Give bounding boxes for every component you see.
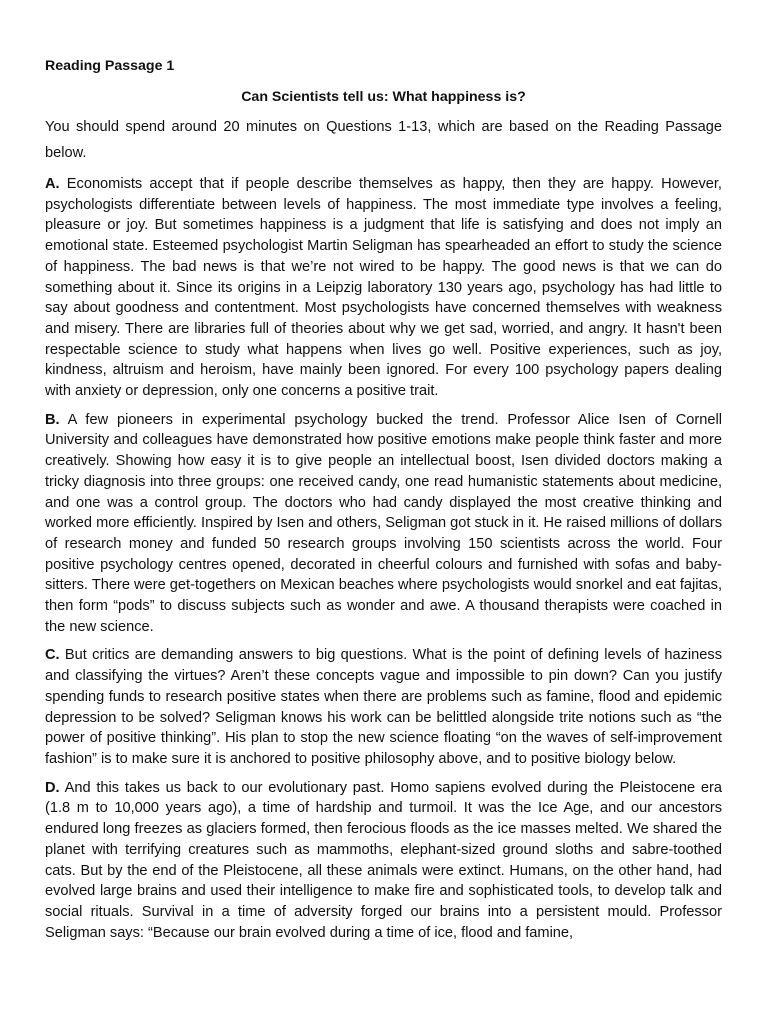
paragraph-letter: A. bbox=[45, 176, 60, 192]
paragraph-text: A few pioneers in experimental psychology bucked the trend. Professor Alice Isen of Cornell University and colleagues have demonstrated how positive emotions make people think faster and more creatively. Showing how easy it is to give people an intellectual boost, Isen divided doctors making a tricky diagnosis into three groups: one received candy, one read humanistic statements about medicine, and one was a control group. The doctors who had candy displayed the most creative thinking and worked more efficiently. Inspired by Isen and others, Seligman got stuck in it. He raised millions of dollars of research money and funded 50 research groups involving 150 scientists across the world. Four positive psychology centres opened, decorated in cheerful colours and furnished with sofas and baby-sitters. There were get-togethers on Mexican beaches where psychologists would snorkel and eat fajitas, then form “pods” to discuss subjects such as wonder and awe. A thousand therapists were coached in the new science. bbox=[45, 411, 723, 635]
paragraph-b bbox=[45, 410, 722, 638]
paragraph-letter: B. bbox=[45, 411, 60, 428]
paragraph-letter: C. bbox=[45, 647, 60, 664]
paragraph-text: But critics are demanding answers to big questions. What is the point of defining levels of haziness and classifying the virtues? Aren’t these concepts vague and impossible to pin down? Can you justify spending funds to research positive states when there are problems such as famine, flood and epidemic depression to be solved? Seligman knows his work can be belittled alongside trite notions such as “the power of positive thinking”. His plan to stop the new science floating “on the waves of self-improvement fashion” is to make sure it is anchored to positive philosophy above, and to positive biology below. bbox=[45, 647, 722, 767]
paragraph-d bbox=[45, 778, 722, 944]
paragraph-c bbox=[45, 645, 722, 769]
passage-title: Can Scientists tell us: What happiness is? bbox=[241, 89, 526, 105]
document-page bbox=[45, 56, 722, 943]
paragraph-letter: D. bbox=[45, 779, 60, 796]
passage-instructions: You should spend around 20 minutes on Questions 1-13, which are based on the Reading Passage below. bbox=[45, 119, 722, 161]
paragraph-text: Economists accept that if people describe themselves as happy, then they are happy. However, psychologists differentiate between levels of happiness. The most immediate type involves a feeling, pleasure or joy. But sometimes happiness is a judgment that life is satisfying and does not imply an emotional state. Esteemed psychologist Martin Seligman has spearheaded an effort to study the science of happiness. The bad news is that we’re not wired to be happy. The good news is that we can do something about it. Since its origins in a Leipzig laboratory 130 years ago, psychology has had little to say about goodness and contentment. Most psychologists have concerned themselves with weakness and misery. There are libraries full of theories about why we get sad, worried, and angry. It hasn't been respectable science to study what happens when lives go well. Positive experiences, such as joy, kindness, altruism and heroism, have mainly been ignored. For every 100 psychology papers dealing with anxiety or depression, only one concerns a positive trait. bbox=[45, 176, 722, 400]
paragraph-a bbox=[45, 174, 722, 402]
passage-label: Reading Passage 1 bbox=[45, 58, 175, 74]
paragraph-text: And this takes us back to our evolutionary past. Homo sapiens evolved during the Pleistocene era (1.8 m to 10,000 years ago), a time of hardship and turmoil. It was the Ice Age, and our ancestors endured long freezes as glaciers formed, then ferocious floods as the ice masses melted. We shared the planet with terrifying creatures such as mammoths, elephant-sized ground sloths and sabre-toothed cats. But by the end of the Pleistocene, all these animals were extinct. Humans, on the other hand, had evolved large brains and used their intelligence to make fire and sophisticated tools, to develop talk and social rituals. Survival in a time of adversity forged our brains into a persistent mould. Professor Seligman says: “Because our brain evolved during a time of ice, flood and famine, bbox=[45, 779, 723, 941]
